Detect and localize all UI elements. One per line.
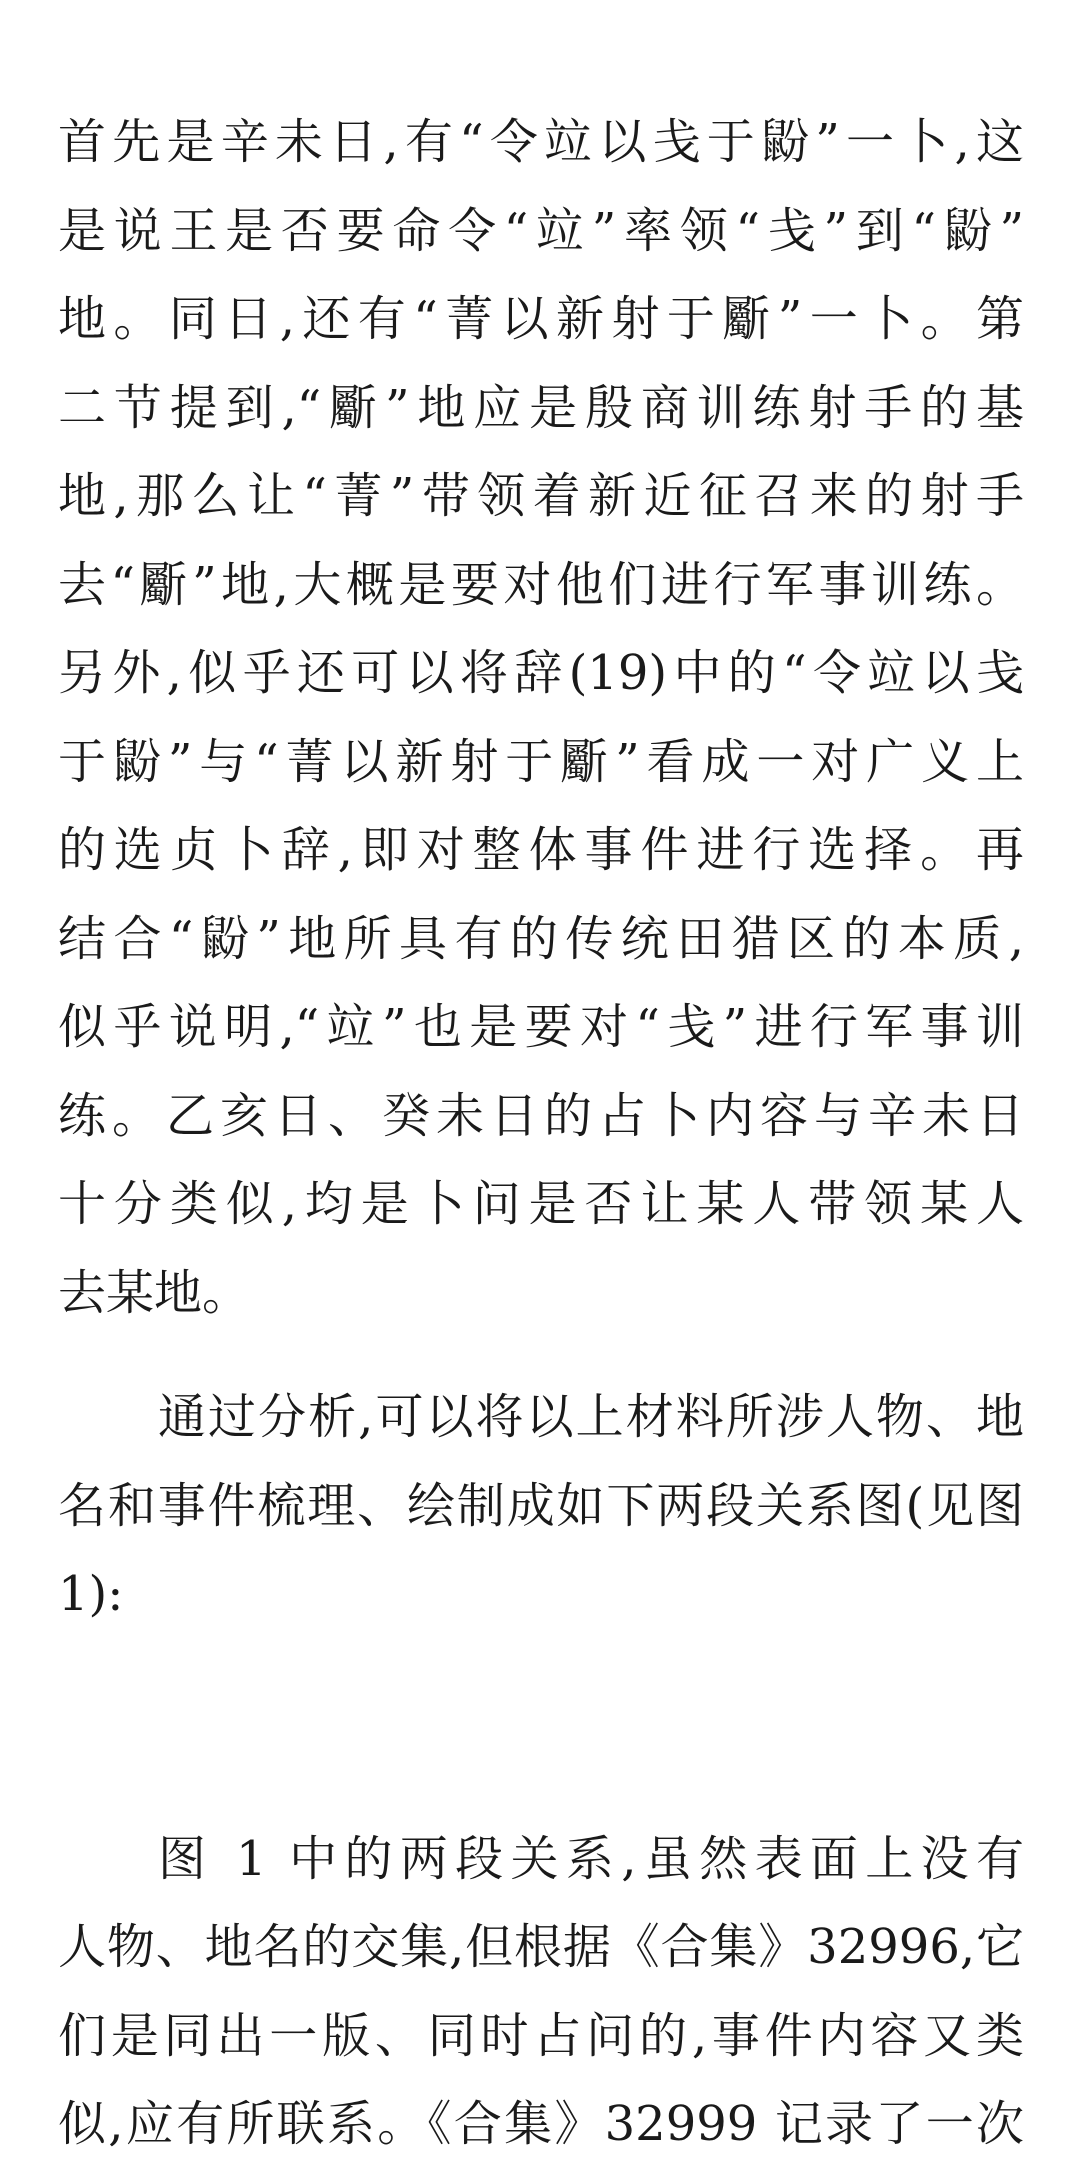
paragraph-1 [58,98,1024,1337]
text-line: 似乎说明,“竝”也是要对“戋”进行军事训 [58,999,1024,1055]
text-line: 是说王是否要命令“竝”率领“戋”到“鼢” [58,202,1024,259]
text-line: 名和事件梳理、绘制成如下两段关系图(见图 [58,1477,1024,1534]
text-line: 另外,似乎还可以将辞(19)中的“令竝以戋 [58,645,1024,701]
text-line: 的选贞卜辞,即对整体事件进行选择。再 [58,822,1024,878]
text-line: 结合“鼢”地所具有的传统田猎区的本质, [58,910,1024,967]
paragraph-2 [58,1373,1024,1639]
text-line: 去“斸”地,大概是要对他们进行军事训练。 [58,556,1024,613]
text-line: 们是同出一版、同时占问的,事件内容又类 [58,2007,1024,2064]
text-line: 1): [58,1566,124,1622]
text-line: 十分类似,均是卜问是否让某人带领某人 [58,1176,1024,1232]
text-line: 似,应有所联系。《合集》32999 记录了一次 [58,2096,1024,2152]
text-line: 二节提到,“斸”地应是殷商训练射手的基 [58,379,1024,436]
paragraph-3 [58,1815,1024,2169]
text-line: 地。同日,还有“菁以新射于斸”一卜。第 [58,291,1024,347]
text-line: 首先是辛未日,有“令竝以戋于鼢”一卜,这 [58,114,1024,170]
text-line: 图 1 中的两段关系,虽然表面上没有 [158,1830,1024,1887]
text-line: 人物、地名的交集,但根据《合集》32996,它 [58,1919,1024,1975]
text-line: 通过分析,可以将以上材料所涉人物、地 [158,1389,1024,1445]
text-line: 于鼢”与“菁以新射于斸”看成一对广义上 [58,733,1024,790]
text-line: 地,那么让“菁”带领着新近征召来的射手 [58,468,1024,524]
text-line: 练。乙亥日、癸未日的占卜内容与辛未日 [58,1087,1024,1144]
text-line: 去某地。 [58,1264,251,1321]
